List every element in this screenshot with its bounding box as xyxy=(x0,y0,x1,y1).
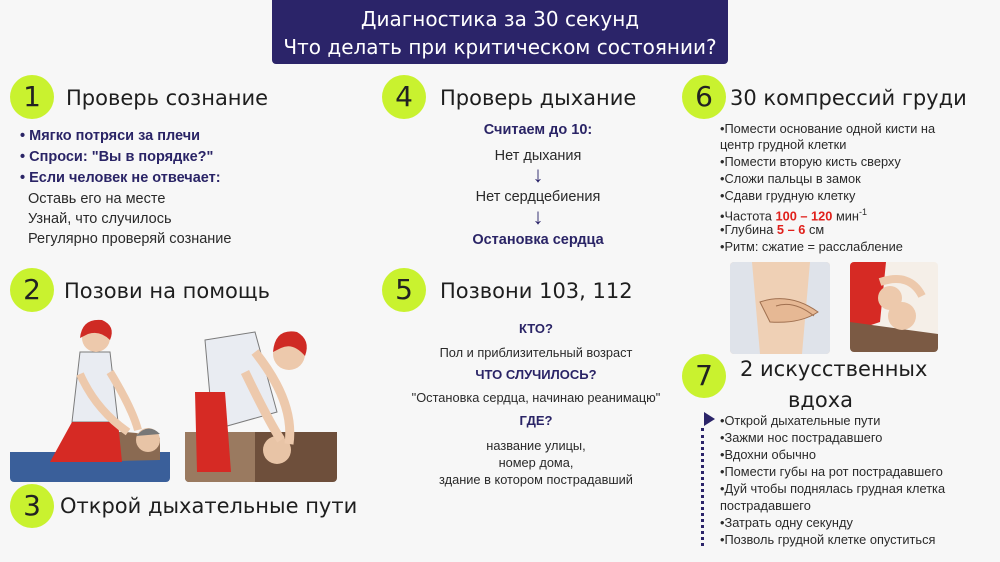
step-1-sub-1: Оставь его на месте xyxy=(28,191,166,207)
step-6-badge: 6 xyxy=(682,75,726,119)
step-6-bullet-4: •Сдави грудную клетку xyxy=(720,188,856,203)
step-4-no-heartbeat: Нет сердцебиения xyxy=(475,189,601,205)
airway-opening-illustration xyxy=(185,312,337,482)
step-4-no-breathing: Нет дыхания xyxy=(494,148,582,164)
title-line-1: Диагностика за 30 секунд xyxy=(360,7,640,31)
title-line-2: Что делать при критическом состоянии? xyxy=(283,35,717,59)
step-1-bullet-2: • Спроси: "Вы в порядке?" xyxy=(20,149,214,165)
step-1-bullet-1: • Мягко потряси за плечи xyxy=(20,128,201,144)
step-7-badge: 7 xyxy=(682,354,726,398)
step-6-bullet-1b: центр грудной клетки xyxy=(720,137,847,152)
title-banner xyxy=(272,0,728,64)
step-5-q-what: ЧТО СЛУЧИЛОСЬ? xyxy=(475,367,597,382)
step-1-sub-2: Узнай, что случилось xyxy=(28,211,172,227)
step-4-count: Считаем до 10: xyxy=(483,122,593,138)
step-5-a-where-2: номер дома, xyxy=(498,455,574,470)
step-6-bullet-1a: •Помести основание одной кисти на xyxy=(720,121,936,136)
step-1-badge: 1 xyxy=(10,75,54,119)
step-7-heading-line-1: 2 искусственных xyxy=(740,357,928,381)
step-3-heading: Открой дыхательные пути xyxy=(60,494,358,518)
step-1-bullet-3: • Если человек не отвечает: xyxy=(20,170,221,186)
arrow-down-icon: ↓ xyxy=(532,204,544,229)
step-2-heading: Позови на помощь xyxy=(64,279,271,303)
step-7-bullet-4: •Помести губы на рот пострадавшего xyxy=(720,464,943,479)
step-1-heading: Проверь сознание xyxy=(66,86,269,110)
step-4-badge: 4 xyxy=(382,75,426,119)
step-5-badge: 5 xyxy=(382,268,426,312)
step-5-q-where: ГДЕ? xyxy=(519,413,553,428)
step-5-heading: Позвони 103, 112 xyxy=(440,279,633,303)
step-5-q-who: КТО? xyxy=(519,321,553,336)
step-4-heading: Проверь дыхание xyxy=(440,86,637,110)
rescuer-shaking-illustration xyxy=(10,312,170,482)
step-3-badge: 3 xyxy=(10,484,54,528)
step-5-a-who: Пол и приблизительный возраст xyxy=(439,345,633,360)
step-6-rhythm: •Ритм: сжатие = расслабление xyxy=(720,239,903,254)
dotted-divider xyxy=(701,428,704,546)
play-triangle-icon xyxy=(704,412,715,426)
step-7-bullet-6: •Затрать одну секунду xyxy=(720,515,853,530)
hand-placement-illustration xyxy=(730,262,830,354)
step-2-badge: 2 xyxy=(10,268,54,312)
step-6-heading: 30 компрессий груди xyxy=(730,86,967,110)
step-7-bullet-2: •Зажми нос пострадавшего xyxy=(720,430,883,445)
step-6-rate: •Частота 100 – 120 мин$^{-1}$ xyxy=(720,207,867,224)
rescue-breath-illustration xyxy=(850,262,938,352)
step-6-bullet-2: •Помести вторую кисть сверху xyxy=(720,154,901,169)
step-7-bullet-1: •Открой дыхательные пути xyxy=(720,413,881,428)
step-7-bullet-3: •Вдохни обычно xyxy=(720,447,816,462)
arrow-down-icon: ↓ xyxy=(532,162,544,187)
step-6-bullet-3: •Сложи пальцы в замок xyxy=(720,171,861,186)
step-6-depth: •Глубина 5 – 6 см xyxy=(720,222,825,237)
step-5-a-what: "Остановка сердца, начинаю реанимацю" xyxy=(411,390,661,405)
step-7-bullet-5b: пострадавшего xyxy=(720,498,811,513)
step-4-cardiac-arrest: Остановка сердца xyxy=(472,232,604,248)
step-5-a-where-3: здание в котором пострадавший xyxy=(439,472,633,487)
step-7-heading-line-2: вдоха xyxy=(788,388,854,412)
step-5-a-where-1: название улицы, xyxy=(486,438,586,453)
step-1-sub-3: Регулярно проверяй сознание xyxy=(28,231,232,247)
step-7-bullet-7: •Позволь грудной клетке опуститься xyxy=(720,532,936,547)
step-7-bullet-5a: •Дуй чтобы поднялась грудная клетка xyxy=(720,481,946,496)
